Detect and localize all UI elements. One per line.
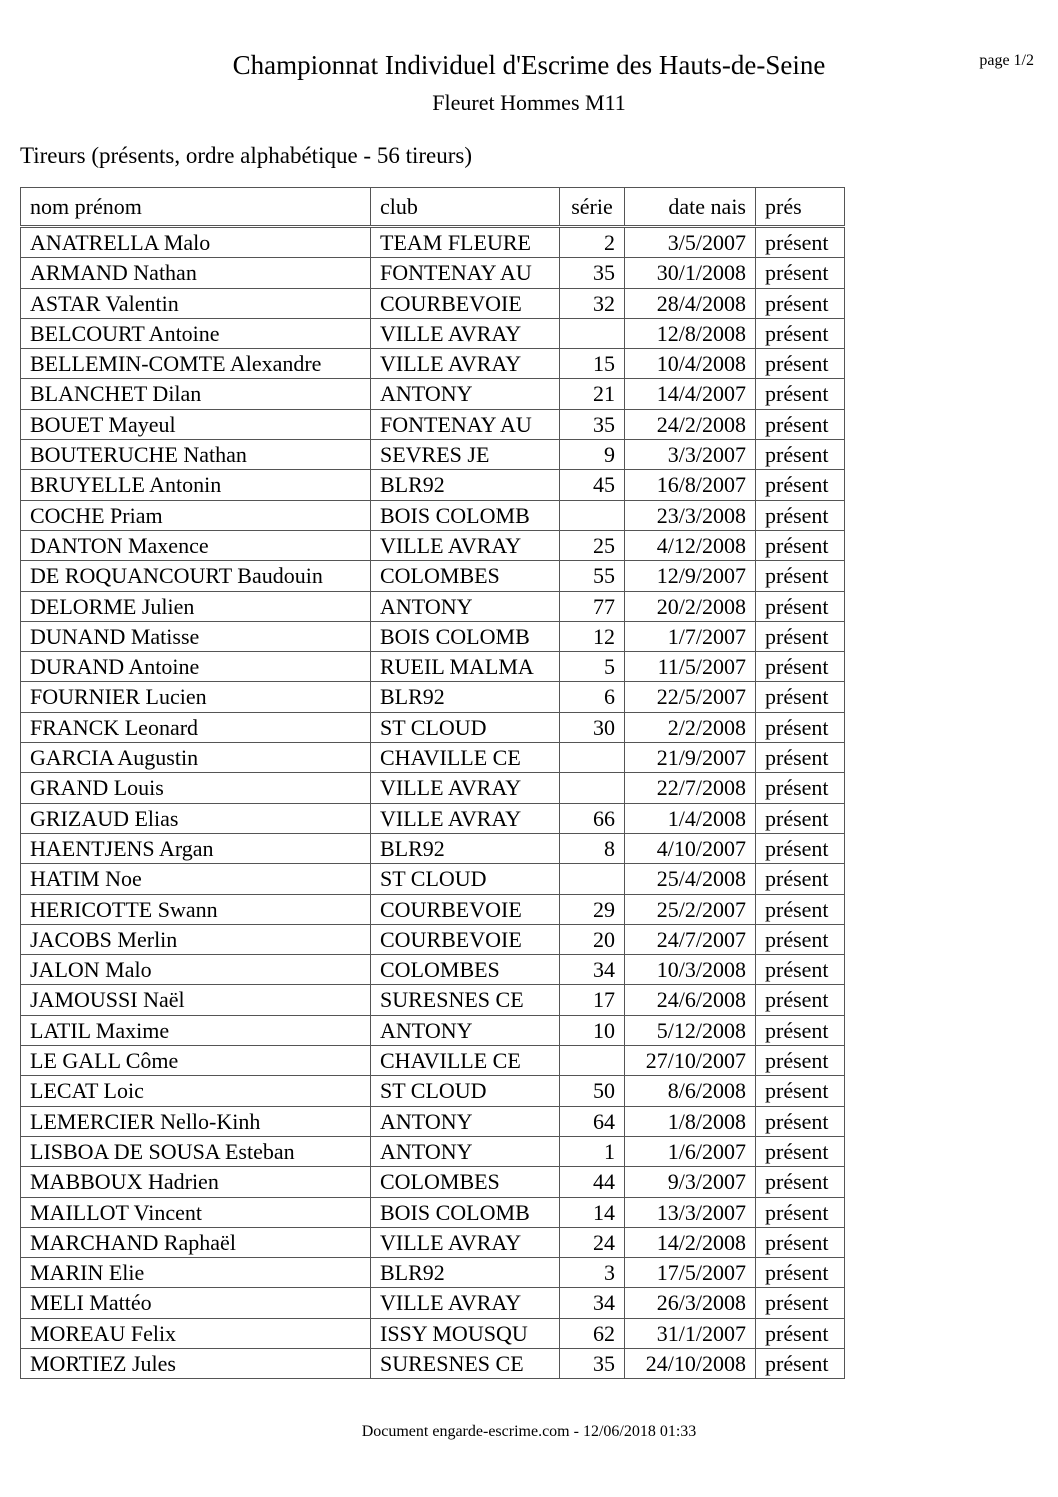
document-title: Championnat Individuel d'Escrime des Hauts-de-Seine [232, 50, 826, 80]
cell-name: MAILLOT Vincent [21, 1197, 371, 1227]
cell-birthdate: 14/4/2007 [625, 379, 756, 409]
cell-presence: présent [756, 682, 845, 712]
cell-birthdate: 5/12/2008 [625, 1015, 756, 1045]
table-row [21, 985, 845, 1015]
cell-name: BELCOURT Antoine [21, 318, 371, 348]
cell-presence: présent [756, 894, 845, 924]
cell-name: LATIL Maxime [21, 1015, 371, 1045]
table-row [21, 591, 845, 621]
cell-birthdate: 3/3/2007 [625, 440, 756, 470]
cell-presence: présent [756, 621, 845, 651]
cell-serie: 50 [560, 1076, 625, 1106]
cell-name: HERICOTTE Swann [21, 894, 371, 924]
cell-serie: 8 [560, 833, 625, 863]
table-header-row [21, 188, 845, 227]
cell-presence: présent [756, 864, 845, 894]
cell-presence: présent [756, 227, 845, 258]
cell-name: ASTAR Valentin [21, 288, 371, 318]
cell-birthdate: 24/6/2008 [625, 985, 756, 1015]
cell-presence: présent [756, 803, 845, 833]
cell-name: MOREAU Felix [21, 1318, 371, 1348]
table-row [21, 530, 845, 560]
cell-birthdate: 9/3/2007 [625, 1167, 756, 1197]
table-row [21, 258, 845, 288]
cell-serie [560, 318, 625, 348]
cell-club: COURBEVOIE [371, 924, 560, 954]
column-header-club: club [371, 188, 560, 227]
cell-presence: présent [756, 349, 845, 379]
cell-name: MELI Mattéo [21, 1288, 371, 1318]
cell-birthdate: 28/4/2008 [625, 288, 756, 318]
cell-name: DANTON Maxence [21, 530, 371, 560]
table-row [21, 1288, 845, 1318]
table-row [21, 955, 845, 985]
cell-club: VILLE AVRAY [371, 803, 560, 833]
table-row [21, 349, 845, 379]
cell-birthdate: 27/10/2007 [625, 1046, 756, 1076]
cell-birthdate: 1/4/2008 [625, 803, 756, 833]
cell-name: GARCIA Augustin [21, 743, 371, 773]
cell-birthdate: 25/4/2008 [625, 864, 756, 894]
cell-serie [560, 773, 625, 803]
cell-club: TEAM FLEURE [371, 227, 560, 258]
cell-serie: 35 [560, 258, 625, 288]
cell-birthdate: 16/8/2007 [625, 470, 756, 500]
cell-club: COURBEVOIE [371, 288, 560, 318]
cell-name: MABBOUX Hadrien [21, 1167, 371, 1197]
cell-club: VILLE AVRAY [371, 349, 560, 379]
cell-presence: présent [756, 1348, 845, 1378]
cell-club: COURBEVOIE [371, 894, 560, 924]
cell-presence: présent [756, 1227, 845, 1257]
cell-birthdate: 10/3/2008 [625, 955, 756, 985]
cell-presence: présent [756, 985, 845, 1015]
cell-presence: présent [756, 773, 845, 803]
cell-birthdate: 3/5/2007 [625, 227, 756, 258]
table-row [21, 864, 845, 894]
table-row [21, 803, 845, 833]
cell-presence: présent [756, 1167, 845, 1197]
table-row [21, 743, 845, 773]
cell-club: SURESNES CE [371, 985, 560, 1015]
cell-name: JAMOUSSI Naël [21, 985, 371, 1015]
cell-club: ISSY MOUSQU [371, 1318, 560, 1348]
document-subtitle: Fleuret Hommes M11 [432, 90, 626, 115]
cell-name: DELORME Julien [21, 591, 371, 621]
cell-serie: 35 [560, 1348, 625, 1378]
cell-birthdate: 31/1/2007 [625, 1318, 756, 1348]
cell-birthdate: 1/6/2007 [625, 1136, 756, 1166]
cell-birthdate: 24/7/2007 [625, 924, 756, 954]
cell-name: ARMAND Nathan [21, 258, 371, 288]
cell-serie: 44 [560, 1167, 625, 1197]
cell-serie: 3 [560, 1258, 625, 1288]
cell-name: MORTIEZ Jules [21, 1348, 371, 1378]
cell-presence: présent [756, 1046, 845, 1076]
cell-presence: présent [756, 561, 845, 591]
table-row [21, 561, 845, 591]
table-row [21, 440, 845, 470]
cell-club: CHAVILLE CE [371, 1046, 560, 1076]
cell-name: BOUTERUCHE Nathan [21, 440, 371, 470]
cell-serie [560, 500, 625, 530]
table-row [21, 500, 845, 530]
table-row [21, 1106, 845, 1136]
cell-serie: 1 [560, 1136, 625, 1166]
cell-birthdate: 8/6/2008 [625, 1076, 756, 1106]
cell-birthdate: 1/8/2008 [625, 1106, 756, 1136]
cell-club: BLR92 [371, 682, 560, 712]
cell-serie: 2 [560, 227, 625, 258]
cell-presence: présent [756, 1136, 845, 1166]
table-row [21, 288, 845, 318]
table-row [21, 1197, 845, 1227]
cell-name: FOURNIER Lucien [21, 682, 371, 712]
cell-serie: 30 [560, 712, 625, 742]
cell-club: ANTONY [371, 591, 560, 621]
cell-birthdate: 1/7/2007 [625, 621, 756, 651]
table-row [21, 1136, 845, 1166]
table-row [21, 470, 845, 500]
cell-serie [560, 864, 625, 894]
cell-club: BLR92 [371, 470, 560, 500]
cell-serie: 45 [560, 470, 625, 500]
cell-serie: 9 [560, 440, 625, 470]
cell-presence: présent [756, 1106, 845, 1136]
cell-serie: 62 [560, 1318, 625, 1348]
table-row [21, 621, 845, 651]
cell-club: ANTONY [371, 379, 560, 409]
cell-club: SEVRES JE [371, 440, 560, 470]
table-row [21, 682, 845, 712]
cell-club: VILLE AVRAY [371, 318, 560, 348]
cell-serie: 14 [560, 1197, 625, 1227]
cell-name: HATIM Noe [21, 864, 371, 894]
table-row [21, 1046, 845, 1076]
cell-name: LECAT Loic [21, 1076, 371, 1106]
cell-name: HAENTJENS Argan [21, 833, 371, 863]
cell-name: DURAND Antoine [21, 652, 371, 682]
cell-club: VILLE AVRAY [371, 1288, 560, 1318]
cell-birthdate: 4/10/2007 [625, 833, 756, 863]
cell-serie: 24 [560, 1227, 625, 1257]
cell-serie: 32 [560, 288, 625, 318]
cell-club: CHAVILLE CE [371, 743, 560, 773]
fencers-table [20, 187, 845, 1379]
cell-serie: 20 [560, 924, 625, 954]
cell-club: COLOMBES [371, 955, 560, 985]
table-row [21, 652, 845, 682]
cell-birthdate: 24/10/2008 [625, 1348, 756, 1378]
cell-presence: présent [756, 743, 845, 773]
column-header-presence: prés [756, 188, 845, 227]
cell-birthdate: 12/8/2008 [625, 318, 756, 348]
cell-club: BLR92 [371, 833, 560, 863]
cell-club: VILLE AVRAY [371, 1227, 560, 1257]
cell-club: FONTENAY AU [371, 409, 560, 439]
document-footer: Document engarde-escrime.com - 12/06/2018 01:33 [361, 1423, 697, 1440]
table-row [21, 773, 845, 803]
column-header-serie: série [560, 188, 625, 227]
cell-birthdate: 10/4/2008 [625, 349, 756, 379]
table-row [21, 1076, 845, 1106]
cell-presence: présent [756, 409, 845, 439]
table-row [21, 1318, 845, 1348]
table-row [21, 318, 845, 348]
cell-presence: présent [756, 318, 845, 348]
cell-name: ANATRELLA Malo [21, 227, 371, 258]
cell-presence: présent [756, 652, 845, 682]
cell-name: BOUET Mayeul [21, 409, 371, 439]
cell-serie: 34 [560, 1288, 625, 1318]
cell-presence: présent [756, 530, 845, 560]
cell-presence: présent [756, 1288, 845, 1318]
cell-serie: 64 [560, 1106, 625, 1136]
cell-name: MARCHAND Raphaël [21, 1227, 371, 1257]
cell-birthdate: 4/12/2008 [625, 530, 756, 560]
cell-club: COLOMBES [371, 1167, 560, 1197]
cell-club: BOIS COLOMB [371, 1197, 560, 1227]
cell-club: VILLE AVRAY [371, 530, 560, 560]
cell-presence: présent [756, 591, 845, 621]
cell-serie: 25 [560, 530, 625, 560]
cell-serie: 21 [560, 379, 625, 409]
cell-name: GRAND Louis [21, 773, 371, 803]
cell-name: BELLEMIN-COMTE Alexandre [21, 349, 371, 379]
cell-serie: 55 [560, 561, 625, 591]
cell-club: SURESNES CE [371, 1348, 560, 1378]
cell-birthdate: 22/7/2008 [625, 773, 756, 803]
cell-club: FONTENAY AU [371, 258, 560, 288]
cell-serie: 66 [560, 803, 625, 833]
cell-name: JALON Malo [21, 955, 371, 985]
cell-club: BOIS COLOMB [371, 500, 560, 530]
cell-birthdate: 22/5/2007 [625, 682, 756, 712]
cell-serie: 34 [560, 955, 625, 985]
cell-club: ANTONY [371, 1015, 560, 1045]
cell-club: ST CLOUD [371, 1076, 560, 1106]
cell-club: RUEIL MALMA [371, 652, 560, 682]
cell-serie: 10 [560, 1015, 625, 1045]
table-row [21, 1167, 845, 1197]
cell-birthdate: 12/9/2007 [625, 561, 756, 591]
table-row [21, 924, 845, 954]
section-title: Tireurs (présents, ordre alphabétique - 56 tireurs) [20, 143, 472, 168]
cell-club: BLR92 [371, 1258, 560, 1288]
cell-serie: 17 [560, 985, 625, 1015]
cell-birthdate: 23/3/2008 [625, 500, 756, 530]
cell-serie: 12 [560, 621, 625, 651]
cell-presence: présent [756, 955, 845, 985]
column-header-name: nom prénom [21, 188, 371, 227]
cell-birthdate: 11/5/2007 [625, 652, 756, 682]
cell-name: FRANCK Leonard [21, 712, 371, 742]
table-body [21, 227, 845, 1379]
cell-name: BLANCHET Dilan [21, 379, 371, 409]
cell-birthdate: 26/3/2008 [625, 1288, 756, 1318]
cell-presence: présent [756, 1318, 845, 1348]
cell-name: LE GALL Côme [21, 1046, 371, 1076]
cell-name: DUNAND Matisse [21, 621, 371, 651]
cell-name: COCHE Priam [21, 500, 371, 530]
cell-club: ST CLOUD [371, 712, 560, 742]
column-header-birthdate: date nais [625, 188, 756, 227]
cell-serie [560, 743, 625, 773]
table-row [21, 833, 845, 863]
table-row [21, 1258, 845, 1288]
cell-presence: présent [756, 258, 845, 288]
cell-name: GRIZAUD Elias [21, 803, 371, 833]
table-row [21, 1348, 845, 1378]
cell-presence: présent [756, 470, 845, 500]
cell-name: MARIN Elie [21, 1258, 371, 1288]
cell-presence: présent [756, 924, 845, 954]
cell-serie: 35 [560, 409, 625, 439]
table-row [21, 1015, 845, 1045]
cell-presence: présent [756, 1197, 845, 1227]
cell-club: VILLE AVRAY [371, 773, 560, 803]
cell-club: COLOMBES [371, 561, 560, 591]
cell-presence: présent [756, 1015, 845, 1045]
cell-club: ANTONY [371, 1136, 560, 1166]
cell-serie: 15 [560, 349, 625, 379]
cell-birthdate: 24/2/2008 [625, 409, 756, 439]
table-row [21, 894, 845, 924]
table-row [21, 379, 845, 409]
cell-birthdate: 21/9/2007 [625, 743, 756, 773]
cell-serie [560, 1046, 625, 1076]
table-row [21, 227, 845, 258]
cell-club: ST CLOUD [371, 864, 560, 894]
cell-presence: présent [756, 288, 845, 318]
cell-name: LEMERCIER Nello-Kinh [21, 1106, 371, 1136]
cell-serie: 29 [560, 894, 625, 924]
cell-birthdate: 14/2/2008 [625, 1227, 756, 1257]
cell-serie: 6 [560, 682, 625, 712]
page-number: page 1/2 [979, 52, 1034, 69]
cell-serie: 5 [560, 652, 625, 682]
cell-club: ANTONY [371, 1106, 560, 1136]
cell-name: LISBOA DE SOUSA Esteban [21, 1136, 371, 1166]
cell-name: JACOBS Merlin [21, 924, 371, 954]
cell-birthdate: 25/2/2007 [625, 894, 756, 924]
cell-club: BOIS COLOMB [371, 621, 560, 651]
cell-presence: présent [756, 712, 845, 742]
table-row [21, 409, 845, 439]
cell-birthdate: 2/2/2008 [625, 712, 756, 742]
table-row [21, 1227, 845, 1257]
cell-presence: présent [756, 1258, 845, 1288]
table-row [21, 712, 845, 742]
cell-name: BRUYELLE Antonin [21, 470, 371, 500]
cell-presence: présent [756, 440, 845, 470]
cell-birthdate: 17/5/2007 [625, 1258, 756, 1288]
cell-name: DE ROQUANCOURT Baudouin [21, 561, 371, 591]
cell-presence: présent [756, 500, 845, 530]
cell-presence: présent [756, 379, 845, 409]
cell-presence: présent [756, 1076, 845, 1106]
cell-birthdate: 20/2/2008 [625, 591, 756, 621]
cell-birthdate: 13/3/2007 [625, 1197, 756, 1227]
cell-serie: 77 [560, 591, 625, 621]
cell-presence: présent [756, 833, 845, 863]
cell-birthdate: 30/1/2008 [625, 258, 756, 288]
